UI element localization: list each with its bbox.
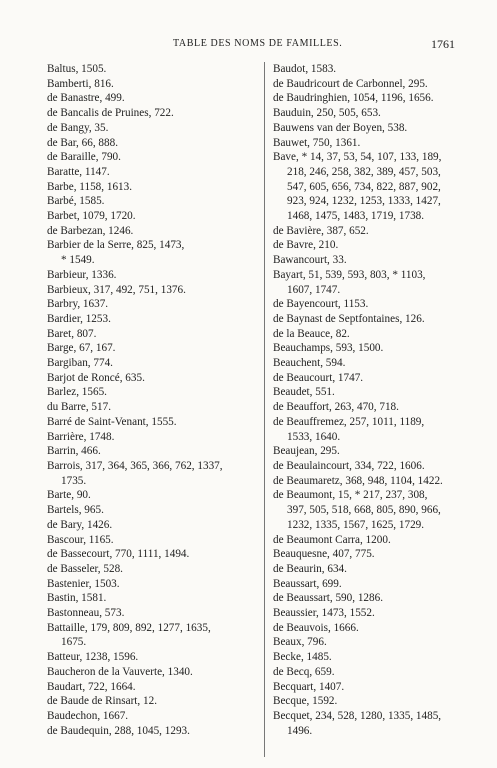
index-entry: Bastenier, 1503. xyxy=(47,577,120,590)
index-entry-continuation: 923, 924, 1232, 1253, 1333, 1427, xyxy=(287,195,441,208)
index-entry: Barte, 90. xyxy=(47,489,91,502)
index-entry-continuation: 1533, 1640. xyxy=(287,430,341,443)
index-entry: Beauchamps, 593, 1500. xyxy=(273,342,384,355)
index-entry: Barbieur, 1336. xyxy=(47,268,117,281)
index-entry: Bardier, 1253. xyxy=(47,312,111,325)
index-entry: de Bangy, 35. xyxy=(47,121,109,134)
index-entry: Bawancourt, 33. xyxy=(273,254,347,267)
index-entry-continuation: 218, 246, 258, 382, 389, 457, 503, xyxy=(287,165,441,178)
index-entry: de Barbezan, 1246. xyxy=(47,224,134,237)
index-entry: Bascour, 1165. xyxy=(47,533,114,546)
index-entry: de Beauffremez, 257, 1011, 1189, xyxy=(273,415,425,428)
index-entry: Beaussart, 699. xyxy=(273,577,342,590)
page-number: 1761 xyxy=(431,37,455,51)
index-entry: de Baudringhien, 1054, 1196, 1656. xyxy=(273,92,434,105)
index-entry: Becke, 1485. xyxy=(273,651,332,664)
index-entry: de Basseler, 528. xyxy=(47,562,123,575)
index-entry-continuation: 1468, 1475, 1483, 1719, 1738. xyxy=(287,210,425,223)
index-entry: de Baynast de Septfontaines, 126. xyxy=(273,312,425,325)
index-entry: de Banastre, 499. xyxy=(47,92,125,105)
index-entry: Barrois, 317, 364, 365, 366, 762, 1337, xyxy=(47,459,223,472)
index-entry: Barbé, 1585. xyxy=(47,195,105,208)
index-entry: Bargiban, 774. xyxy=(47,357,113,370)
index-entry-continuation: 1607, 1747. xyxy=(287,283,341,296)
index-entry: Batteur, 1238, 1596. xyxy=(47,651,139,664)
index-entry: de Bar, 66, 888. xyxy=(47,136,119,149)
index-entry: de Baude de Rinsart, 12. xyxy=(47,695,157,708)
index-entry: de Beauffort, 263, 470, 718. xyxy=(273,401,399,414)
index-entry: de Beaulaincourt, 334, 722, 1606. xyxy=(273,459,425,472)
index-entry: de Baraille, 790. xyxy=(47,151,121,164)
index-entry-continuation: 1232, 1335, 1567, 1625, 1729. xyxy=(287,518,425,531)
index-entry: Baratte, 1147. xyxy=(47,165,110,178)
index-entry: Bastonneau, 573. xyxy=(47,607,125,620)
index-entry: de Bavière, 387, 652. xyxy=(273,224,369,237)
index-entry: de Bayencourt, 1153. xyxy=(273,298,369,311)
index-entry: de Bary, 1426. xyxy=(47,518,113,531)
left-column xyxy=(47,62,260,738)
index-entry: Battaille, 179, 809, 892, 1277, 1635, xyxy=(47,621,211,634)
index-entry: du Barre, 517. xyxy=(47,401,112,414)
index-entry: de Beaurin, 634. xyxy=(273,562,347,575)
index-entry: Barrin, 466. xyxy=(47,445,101,458)
index-entry: de Beaussart, 590, 1286. xyxy=(273,592,383,605)
index-entry: de Beaucourt, 1747. xyxy=(273,371,364,384)
index-entry-continuation: 1735. xyxy=(61,474,87,487)
index-entry: Baret, 807. xyxy=(47,327,97,340)
index-entry: de la Beauce, 82. xyxy=(273,327,350,340)
index-entry: Bave, * 14, 37, 53, 54, 107, 133, 189, xyxy=(273,151,442,164)
index-entry: Barlez, 1565. xyxy=(47,386,107,399)
index-entry: Barbieux, 317, 492, 751, 1376. xyxy=(47,283,186,296)
index-entry: de Bavre, 210. xyxy=(273,239,339,252)
index-entry: Barbier de la Serre, 825, 1473, xyxy=(47,239,185,252)
index-entry: de Beaumont Carra, 1200. xyxy=(273,533,391,546)
index-entry: Barré de Saint-Venant, 1555. xyxy=(47,415,177,428)
index-entry: Baltus, 1505. xyxy=(47,63,107,75)
index-entry: Barjot de Roncé, 635. xyxy=(47,371,145,384)
index-entry: de Beaumaretz, 368, 948, 1104, 1422. xyxy=(273,474,443,487)
index-entry: Beauquesne, 407, 775. xyxy=(273,548,375,561)
index-entry: Bayart, 51, 539, 593, 803, * 1103, xyxy=(273,268,426,281)
index-entry: Bauwens van der Boyen, 538. xyxy=(273,121,408,134)
index-entry: Beaudet, 551. xyxy=(273,386,335,399)
index-entry: Baucheron de la Vauverte, 1340. xyxy=(47,665,193,678)
index-entry: Becquart, 1407. xyxy=(273,680,345,693)
index-entry: de Baudricourt de Carbonnel, 295. xyxy=(273,77,428,90)
index-entry: de Beaumont, 15, * 217, 237, 308, xyxy=(273,489,428,502)
running-header: TABLE DES NOMS DE FAMILLES. xyxy=(173,38,343,49)
index-entry: Baudechon, 1667. xyxy=(47,709,129,722)
index-entry: de Beauvois, 1666. xyxy=(273,621,359,634)
index-entry: de Becq, 659. xyxy=(273,665,335,678)
index-entry: Barbry, 1637. xyxy=(47,298,109,311)
index-entry: Bauwet, 750, 1361. xyxy=(273,136,361,149)
index-entry: Barge, 67, 167. xyxy=(47,342,116,355)
index-entry: Barbet, 1079, 1720. xyxy=(47,210,136,223)
index-entry: de Bassecourt, 770, 1111, 1494. xyxy=(47,548,190,561)
index-entry: Becquet, 234, 528, 1280, 1335, 1485, xyxy=(273,709,442,722)
index-entry: Beaux, 796. xyxy=(273,636,327,649)
index-entry-continuation: 1675. xyxy=(61,636,87,649)
index-entry: Beauchent, 594. xyxy=(273,357,346,370)
column-divider xyxy=(264,62,265,757)
index-entry: Beaujean, 295. xyxy=(273,445,340,458)
index-entry: Barrière, 1748. xyxy=(47,430,115,443)
index-entry: Bauduin, 250, 505, 653. xyxy=(273,107,381,120)
index-entry: Bastin, 1581. xyxy=(47,592,107,605)
index-entry: Beaussier, 1473, 1552. xyxy=(273,607,375,620)
index-entry: Baudart, 722, 1664. xyxy=(47,680,136,693)
index-entry-continuation: * 1549. xyxy=(61,254,95,267)
index-entry: Bamberti, 816. xyxy=(47,77,114,90)
index-entry: Bartels, 965. xyxy=(47,504,104,517)
index-entry: Baudot, 1583. xyxy=(273,63,337,75)
index-entry-continuation: 547, 605, 656, 734, 822, 887, 902, xyxy=(287,180,441,193)
index-entry: de Bancalis de Pruines, 722. xyxy=(47,107,174,120)
index-entry-continuation: 397, 505, 518, 668, 805, 890, 966, xyxy=(287,504,441,517)
index-entry: Barbe, 1158, 1613. xyxy=(47,180,133,193)
index-entry-continuation: 1496. xyxy=(287,724,313,737)
right-column xyxy=(273,62,483,738)
index-entry: de Baudequin, 288, 1045, 1293. xyxy=(47,724,190,737)
index-entry: Becque, 1592. xyxy=(273,695,338,708)
